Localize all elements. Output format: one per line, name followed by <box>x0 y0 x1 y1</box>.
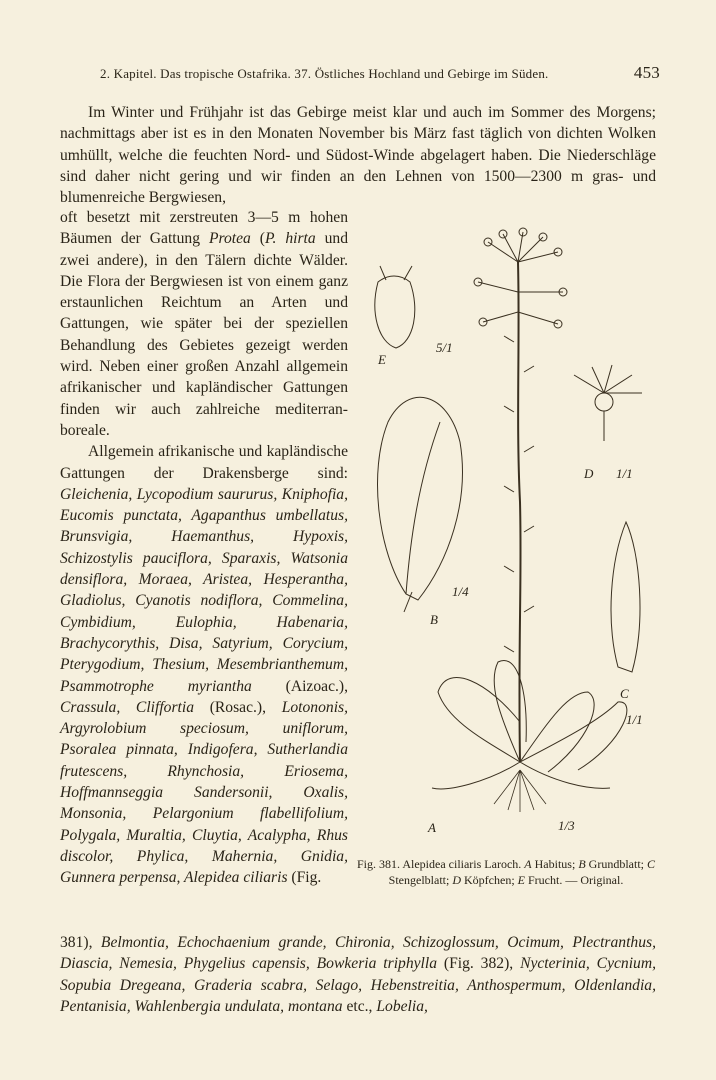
label-D: D <box>584 466 594 481</box>
genus-lobelia: Lobelia, <box>376 997 428 1015</box>
page-number: 453 <box>633 63 660 82</box>
text-column <box>60 207 348 889</box>
genera-list-1: Gleichenia, Lycopodium saururus, Kniphofia, Eucomis punctata, Agapanthus umbellatus, Brunsvigia, Haemanthus, Hypoxis, Schizostylis pauciflora, Sparaxis, Watsonia densiflora, Moraea, Aristea, Hesperantha, Gladiolus, Cyanotis nodiflora, Commelina, Cymbidium, Eulophia, Habenaria, Brachycorythis, Disa, Satyrium, Corycium, Pterygodium, Thesium, Mesembrianthemum, Psammotrophe myriantha <box>60 485 348 695</box>
paragraph-bergwiesen: oft besetzt mit zerstreuten 3—5 m hohen Bäumen der Gattung Protea (P. hirta und zwei andere), in den Tälern dichte Wälder. Die Flora der Bergwiesen ist von einem ganz erstaunlichen Reichtum an Arten und Gattungen, wie später bei der speziellen Behandlung des Gebietes gezeigt werden wird. Neben einer großen Anzahl allgemein afrikanischer und kapländischer Gattungen finden wir auch zahlreiche mediterran-boreale. <box>60 209 348 439</box>
label-B: B <box>430 612 438 627</box>
scale-A: 1/3 <box>558 818 575 833</box>
intro-paragraph: Im Winter und Frühjahr ist das Gebirge meist klar und auch im Sommer des Morgens; nachmittags aber ist es in den Monaten November bis März fast täglich von dichten Wolken umhüllt, welche die feuchten Nord- und Südost-Winde abgelagert haben. Die Niederschläge sind daher nicht gering und wir finden an den Lehnen von 1500—2300 m gras- und blumenreiche Bergwiesen, <box>60 104 656 207</box>
scale-C: 1/1 <box>626 712 643 727</box>
genera-list-4: Belmontia, Echochaenium grande, Chironia, Schizoglossum, Ocimum, Plectranthus, Diascia, Nemesia, Phygelius capensis, Bowkeria triphylla <box>60 934 656 973</box>
scale-D: 1/1 <box>616 466 633 481</box>
botanical-illustration <box>348 222 664 852</box>
genera-list-2: Crassula, Cliffortia <box>60 698 194 716</box>
genus-protea: Protea <box>208 230 251 248</box>
species-hirta: P. hirta <box>264 230 316 248</box>
running-title: 2. Kapitel. Das tropische Ostafrika. 37. Östliches Hochland und Gebirge im Süden. <box>100 66 549 81</box>
genera-list-5: Nycterinia, Cycnium, Sopubia Dregeana, Graderia scabra, Selago, Hebenstreitia, Anthospermum, Oldenlandia, Pentanisia, Wahlenbergia undulata, montana <box>60 955 657 1015</box>
genera-list-3: Lotononis, Argyrolobium speciosum, uniflorum, Psoralea pinnata, Indigofera, Sutherlandia frutescens, Rhynchosia, Eriosema, Hoffmannseggia Sandersonii, Oxalis, Monsonia, Pelargonium flabellifolium, Polygala, Muraltia, Cluytia, Acalypha, Rhus discolor, Phylica, Mahernia, Gnidia, Gunnera perpensa, Alepidea ciliaris <box>60 698 348 887</box>
scale-E: 5/1 <box>436 340 453 355</box>
label-E: E <box>378 352 386 367</box>
running-header <box>100 63 660 82</box>
scale-B: 1/4 <box>452 584 469 599</box>
figure-caption: Fig. 381. Alepidea ciliaris Laroch. A Habitus; B Grundblatt; C Stengelblatt; D Köpfchen; E Frucht. — Original. <box>356 857 655 887</box>
paragraph-genera: Allgemein afrikanische und kapländische Gattungen der Drakensberge sind: Gleichenia, Lycopodium saururus, Kniphofia, Eucomis punctata, Agapanthus umbellatus, Brunsvigia, Haemanthus, Hypoxis, Schizostylis pauciflora, Sparaxis, Watsonia densiflora, Moraea, Aristea, Hesperantha, Gladiolus, Cyanotis nodiflora, Commelina, Cymbidium, Eulophia, Habenaria, Brachycorythis, Disa, Satyrium, Corycium, Pterygodium, Thesium, Mesembrianthemum, Psammotrophe myriantha (Aizoac.), Crassula, Cliffortia (Rosac.), Lotononis, Argyrolobium speciosum, uniflorum, Psoralea pinnata, Indigofera, Sutherlandia frutescens, Rhynchosia, Eriosema, Hoffmannseggia Sandersonii, Oxalis, Monsonia, Pelargonium flabellifolium, Polygala, Muraltia, Cluytia, Acalypha, Rhus discolor, Phylica, Mahernia, Gnidia, Gunnera perpensa, Alepidea ciliaris (Fig. <box>60 443 348 887</box>
label-A: A <box>428 820 436 835</box>
label-C: C <box>620 686 629 701</box>
bottom-paragraph: 381), Belmontia, Echochaenium grande, Chironia, Schizoglossum, Ocimum, Plectranthus, Diascia, Nemesia, Phygelius capensis, Bowkeria triphylla (Fig. 382), Nycterinia, Cycnium, Sopubia Dregeana, Graderia scabra, Selago, Hebenstreitia, Anthospermum, Oldenlandia, Pentanisia, Wahlenbergia undulata, montana etc., Lobelia, <box>60 934 657 1015</box>
alepidea-drawing <box>348 222 664 852</box>
